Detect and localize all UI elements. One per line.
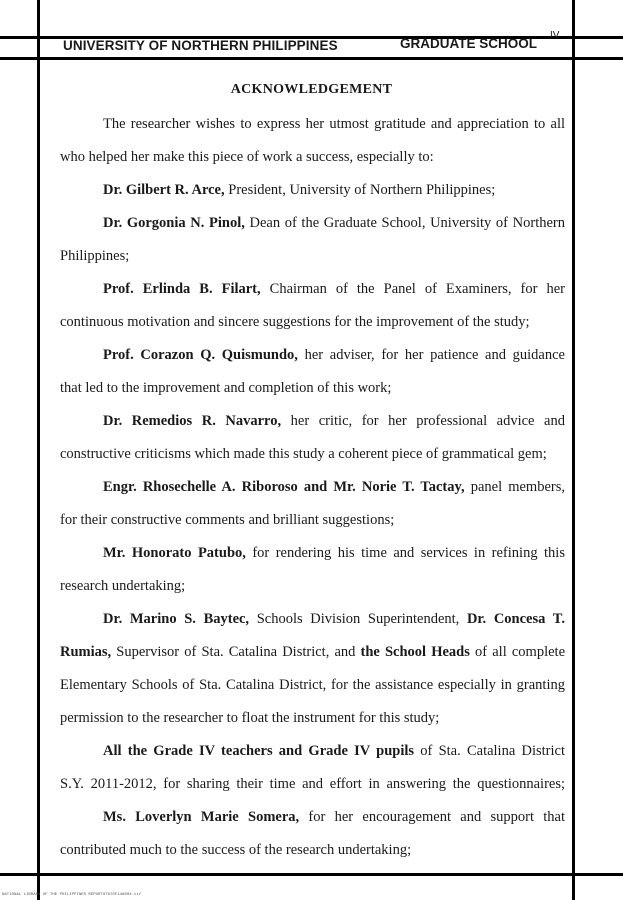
entry-quismundo-cont: that led to the improvement and completion of this work; (60, 380, 392, 396)
entry-baytec-cont-2: permission to the researcher to float the instrument for this study; (60, 710, 440, 726)
right-border-rule (572, 0, 575, 900)
entry-quismundo-text: her adviser, for her patience and guidance (297, 347, 565, 363)
entry-patubo (103, 544, 565, 562)
left-border-rule (37, 0, 40, 900)
entry-baytec (103, 610, 565, 628)
entry-rumias-name: Dr. Concesa T. (459, 611, 565, 627)
entry-navarro-name: Dr. Remedios R. Navarro, (103, 413, 282, 429)
entry-rumias (60, 643, 565, 661)
entry-baytec-name: Dr. Marino S. Baytec, (103, 611, 250, 627)
entry-teachers-cont: S.Y. 2011-2012, for sharing their time and effort in answering the questionnaires; (60, 776, 565, 792)
entry-filart-name: Prof. Erlinda B. Filart, (103, 281, 261, 297)
entry-rumias-name-cont: Rumias, (60, 644, 112, 660)
entry-quismundo-name: Prof. Corazon Q. Quismundo, (103, 347, 298, 363)
entry-patubo-cont: research undertaking; (60, 578, 186, 594)
entry-teachers (103, 742, 565, 760)
intro-line-2: who helped her make this piece of work a success, especially to: (60, 149, 434, 165)
entry-somera (103, 808, 565, 826)
header-university: UNIVERSITY OF NORTHERN PHILIPPINES (63, 38, 338, 53)
entry-pinol-cont: Philippines; (60, 248, 130, 264)
entry-arce (103, 181, 565, 199)
entry-somera-cont: contributed much to the success of the research undertaking; (60, 842, 412, 858)
entry-navarro-cont: constructive criticisms which made this study a coherent piece of grammatical gem; (60, 446, 547, 462)
entry-pinol (103, 214, 565, 232)
entry-riboroso-cont: for their constructive comments and brilliant suggestions; (60, 512, 395, 528)
entry-filart-text: Chairman of the Panel of Examiners, for her (260, 281, 565, 297)
entry-baytec-cont-1: Elementary Schools of Sta. Catalina District, for the assistance especially in granting (60, 677, 565, 693)
entry-teachers-name: All the Grade IV teachers and Grade IV pupils (103, 743, 415, 759)
entry-arce-name: Dr. Gilbert R. Arce, (103, 182, 225, 198)
entry-patubo-name: Mr. Honorato Patubo, (103, 545, 246, 561)
footer-stamp: NATIONAL LIBRARY OF THE PHILIPPINES REPORT07870F148804.tif (2, 893, 142, 897)
entry-arce-text: President, University of Northern Philippines; (224, 182, 496, 198)
entry-patubo-text: for rendering his time and services in refining this (245, 545, 565, 561)
entry-school-heads-text: of all complete (469, 644, 565, 660)
entry-quismundo (103, 346, 565, 364)
entry-riboroso-name: Engr. Rhosechelle A. Riboroso and Mr. Norie T. Tactay, (103, 479, 465, 495)
entry-riboroso (103, 478, 565, 496)
entry-somera-name: Ms. Loverlyn Marie Somera, (103, 809, 300, 825)
page-title: ACKNOWLEDGEMENT (230, 82, 393, 97)
page-number: IV (550, 30, 560, 41)
entry-pinol-name: Dr. Gorgonia N. Pinol, (103, 215, 245, 231)
header-bottom-rule (0, 57, 623, 60)
entry-filart-cont: continuous motivation and sincere suggestions for the improvement of the study; (60, 314, 530, 330)
entry-navarro-text: her critic, for her professional advice and (281, 413, 565, 429)
entry-navarro (103, 412, 565, 430)
entry-rumias-text: Supervisor of Sta. Catalina District, and (111, 644, 356, 660)
entry-somera-text: for her encouragement and support that (299, 809, 565, 825)
entry-riboroso-text: panel members, (464, 479, 565, 495)
entry-school-heads-name: the School Heads (355, 644, 470, 660)
entry-teachers-text: of Sta. Catalina District (414, 743, 565, 759)
intro-line-1: The researcher wishes to express her utmost gratitude and appreciation to all (103, 116, 565, 132)
entry-pinol-text: Dean of the Graduate School, University of Northern (244, 215, 565, 231)
header-school: GRADUATE SCHOOL (400, 36, 537, 51)
entry-baytec-text: Schools Division Superintendent, (249, 611, 460, 627)
footer-rule (0, 873, 623, 876)
entry-filart (103, 280, 565, 298)
